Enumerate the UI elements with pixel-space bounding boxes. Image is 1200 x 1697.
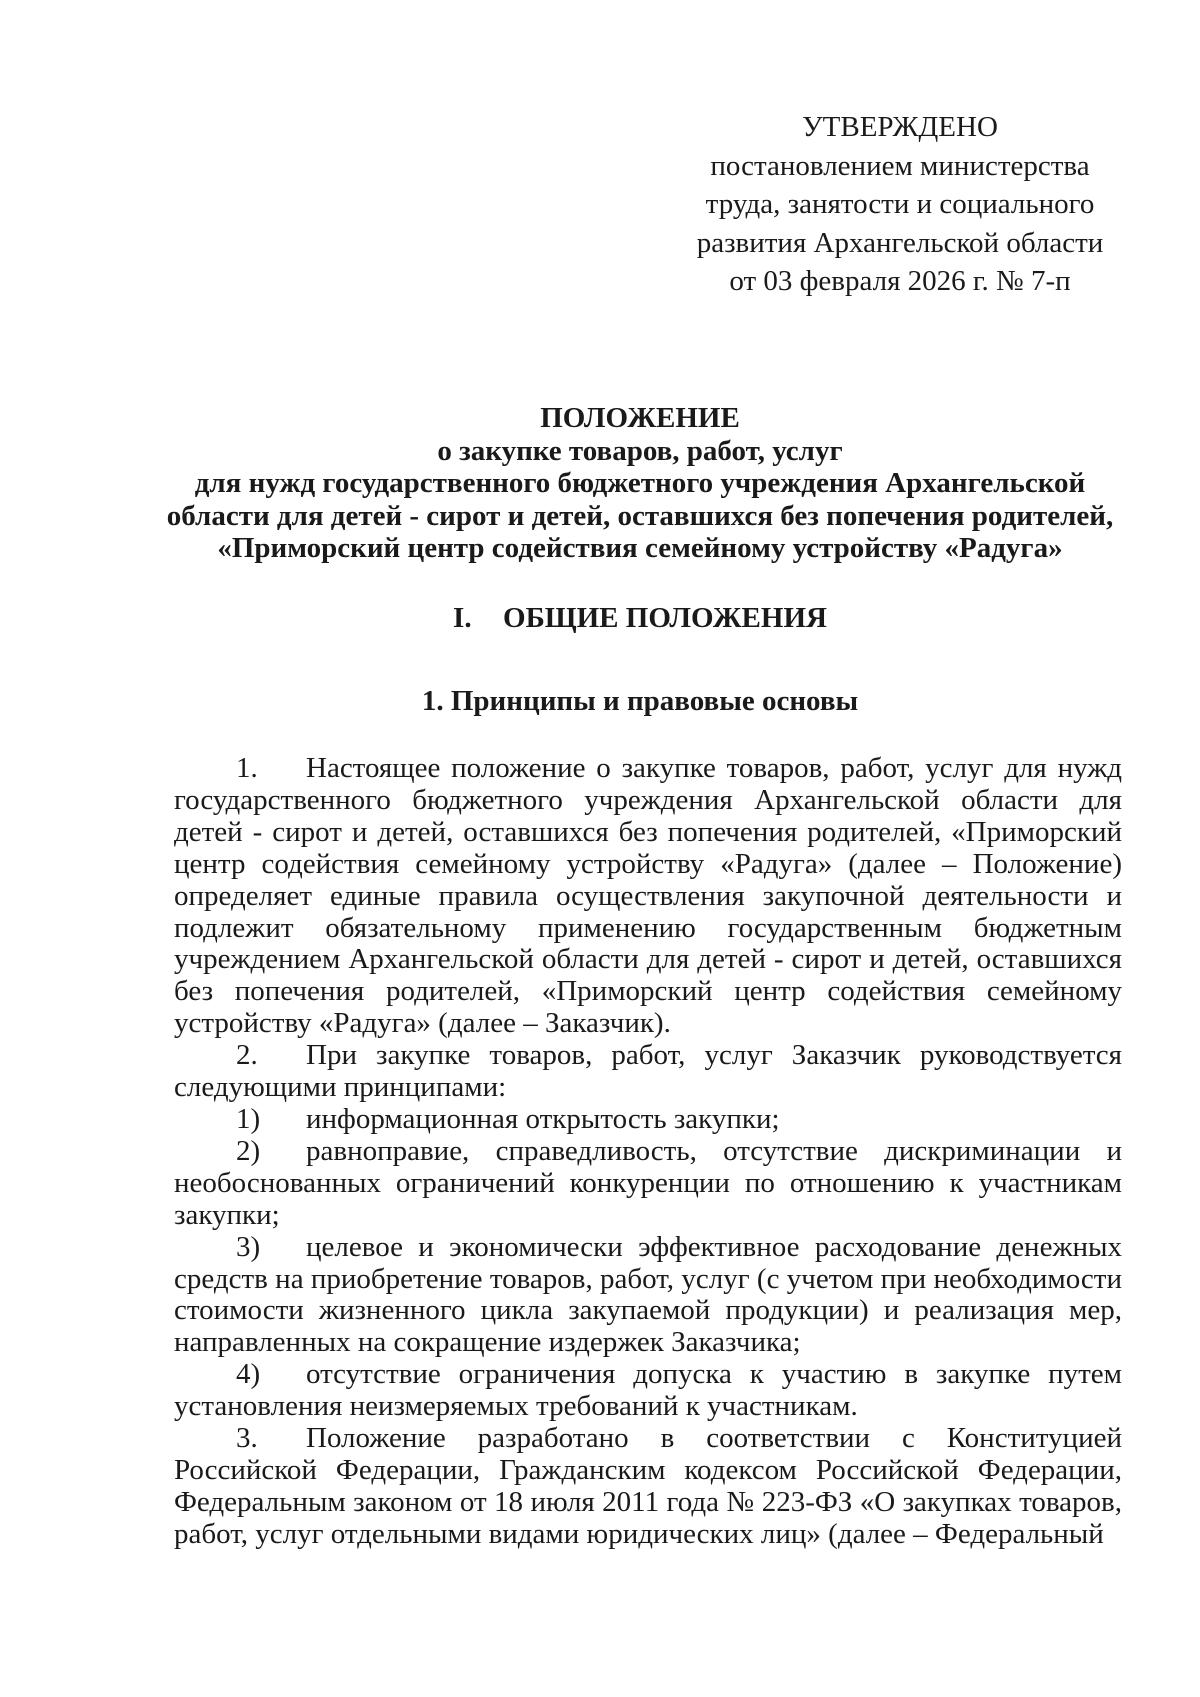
list-item-number: 2): [236, 1134, 261, 1167]
list-item: [174, 1104, 1122, 1136]
list-item-number: 3): [236, 1230, 261, 1263]
list-item-number: 4): [236, 1358, 261, 1391]
title-line: ПОЛОЖЕНИЕ: [540, 402, 740, 434]
paragraph: [174, 753, 1122, 1040]
paragraph-number: 2.: [236, 1039, 258, 1072]
paragraph: [174, 1040, 1122, 1104]
approval-heading: УТВЕРЖДЕНО: [802, 111, 998, 143]
section-title: ОБЩИЕ ПОЛОЖЕНИЯ: [503, 602, 827, 634]
approval-line: труда, занятости и социального: [705, 188, 1095, 220]
list-item: [174, 1232, 1122, 1360]
paragraph-text: Настоящее положение о закупке товаров, работ, услуг для нужд государственного бюджетного учреждения Архангельской области для детей - сирот и детей, оставшихся без попечения родителей, «Приморский центр содействия семейному устройству «Радуга» (далее – Положение) определяет единые правила осуществления закупочной деятельности и подлежит обязательному применению государственным бюджетным учреждением Архангельской области для детей - сирот и детей, оставшихся без попечения родителей, «Приморский центр содействия семейному устройству «Радуга» (далее – Заказчик).: [174, 752, 1122, 1040]
list-item-text: информационная открытость закупки;: [306, 1102, 780, 1135]
list-item: [174, 1136, 1122, 1232]
approval-stamp-block: [690, 108, 1110, 301]
document-title: [160, 402, 1120, 565]
paragraph-number: 3.: [236, 1422, 258, 1455]
title-line: «Приморский центр содействия семейному устройству «Радуга»: [217, 532, 1063, 564]
paragraph-text: При закупке товаров, работ, услуг Заказчик руководствуется следующими принципами:: [174, 1039, 1122, 1104]
approval-line: постановлением министерства: [710, 149, 1090, 182]
title-line: о закупке товаров, работ, услуг: [437, 434, 843, 467]
list-item-text: равноправие, справедливость, отсутствие дискриминации и необоснованных ограничений конкуренции по отношению к участникам закупки;: [174, 1134, 1122, 1231]
paragraph-text: Положение разработано в соответствии с Конституцией Российской Федерации, Гражданским кодексом Российской Федерации, Федеральным законом от 18 июля 2011 года № 223-ФЗ «О закупках товаров, работ, услуг отдельными видами юридических лиц» (далее – Федеральный: [174, 1422, 1122, 1550]
list-item-number: 1): [236, 1102, 261, 1135]
list-item-text: отсутствие ограничения допуска к участию в закупке путем установления неизмеряемых требований к участникам.: [174, 1358, 1122, 1423]
paragraph: [174, 1423, 1122, 1551]
approval-line: развития Архангельской области: [696, 226, 1104, 259]
title-line: области для детей - сирот и детей, оставшихся без попечения родителей,: [166, 499, 1114, 532]
approval-date: от 03 февраля 2026 г. № 7-п: [729, 265, 1071, 297]
section-heading: [160, 600, 1120, 636]
list-item: [174, 1359, 1122, 1423]
paragraph-number: 1.: [236, 752, 258, 784]
document-body: [174, 753, 1122, 1551]
list-item-text: целевое и экономически эффективное расходование денежных средств на приобретение товаров, работ, услуг (с учетом при необходимости стоимости жизненного цикла закупаемой продукции) и реализация мер, направленных на сокращение издержек Заказчика;: [174, 1230, 1122, 1359]
title-line: для нужд государственного бюджетного учреждения Архангельской: [194, 467, 1086, 499]
subsection-heading: 1. Принципы и правовые основы: [421, 685, 859, 717]
section-number: I.: [453, 602, 472, 634]
